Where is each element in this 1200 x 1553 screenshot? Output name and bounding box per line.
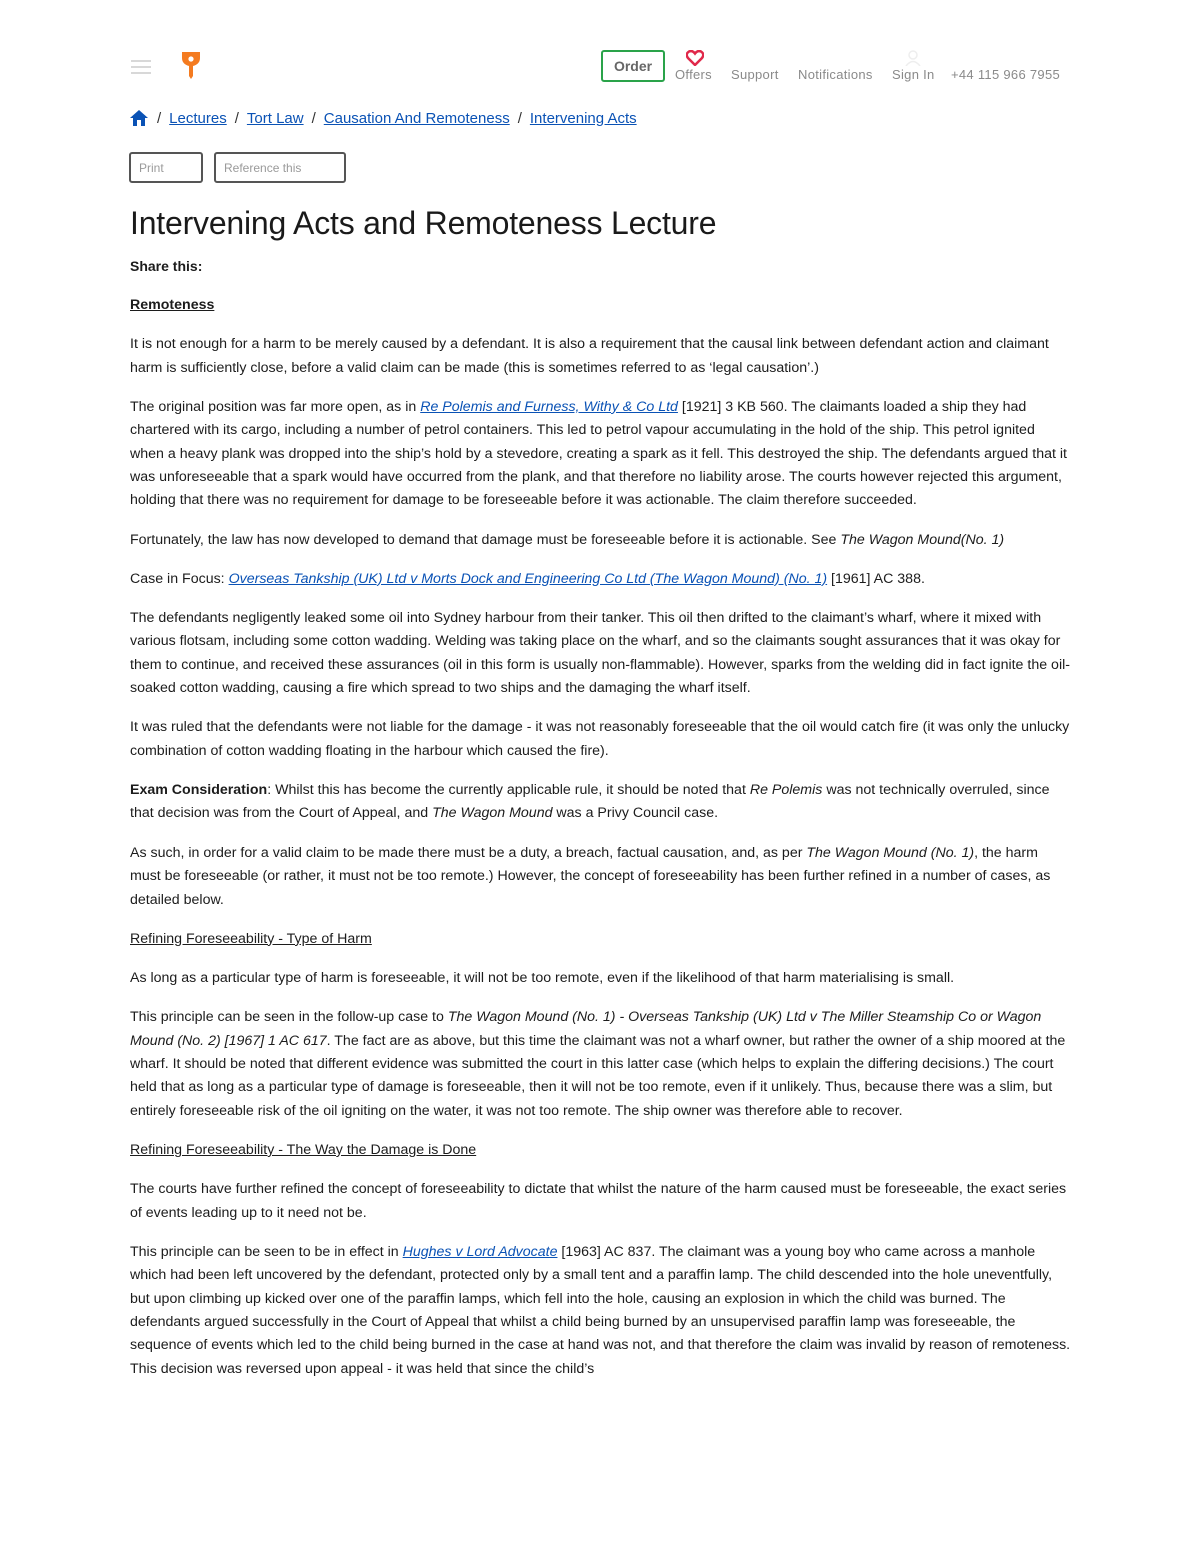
heading-way-damage-done: Refining Foreseeability - The Way the Damage is Done [130,1141,477,1158]
section-heading [130,1139,1072,1162]
logo-icon[interactable] [178,50,204,80]
sign-in-link[interactable]: Sign In [892,67,935,82]
offers-link[interactable]: Offers [675,67,712,82]
site-header [0,0,1200,100]
menu-icon[interactable] [131,60,151,74]
text: Case in Focus: [130,570,229,587]
reference-this-button[interactable]: Reference this [214,152,346,183]
case-name: The Wagon Mound (No. 1) [806,844,975,861]
text: [1963] AC 837. The claimant was a young boy who came across a manhole which had been left uncovered by the defendant, protected only by a small tent and a paraffin lamp. The child descended into the hole uneventfully, but upon climbing up kicked over one of the paraffin lamps, which fell into the hole, causing an explosion in which the child was burned. The defendants argued successfully in the Court of Appeal that whilst a child being burned by an unsupervised paraffin lamp was foreseeable, the sequence of events which led to the child being burned in the case at hand was not, and that therefore the claim was invalid by reason of remoteness. This decision was reversed upon appeal - it was held that since the child’s [130,1243,1071,1377]
breadcrumb-separator: / [234,109,239,127]
case-name: Re Polemis [749,782,823,799]
breadcrumb [129,107,637,129]
order-button[interactable]: Order [601,50,665,82]
paragraph [130,1241,1072,1381]
paragraph: It was ruled that the defendants were not liable for the damage - it was not reasonably foreseeable that the oil would catch fire (it was only the unlucky combination of cotton wadding floating in the harbour which caused the fire). [130,719,1070,759]
phone-link[interactable]: +44 115 966 7955 [951,67,1061,82]
breadcrumb-separator: / [157,109,162,127]
share-label: Share this: [130,258,203,274]
paragraph [130,842,1072,912]
breadcrumb-lectures[interactable]: Lectures [169,109,227,127]
case-name: The Wagon Mound (No. 1) - Overseas Tankship (UK) Ltd v The Miller Steamship Co or Wagon Mound (No. 2) [1967] 1 AC 617 [130,1009,1042,1049]
text: . The fact are as above, but this time the claimant was not a wharf owner, but rather the owner of a ship moored at the wharf. It should be noted that different evidence was submitted the court in this latter case (which helps to explain the differing decisions.) The court held that as long as a particular type of damage is foreseeable, then it will not be too remote, even if it unlikely. Thus, because there was a slim, but entirely foreseeable risk of the oil igniting on the water, it was not too remote. The ship owner was therefore able to recover. [130,1032,1066,1119]
page-title: Intervening Acts and Remoteness Lecture [130,205,717,241]
breadcrumb-separator: / [311,109,316,127]
text: [1921] 3 KB 560. The claimants loaded a ship they had chartered with its cargo, including a number of petrol containers. This led to petrol vapour accumulating in the hold of the ship. This petrol ignited when a heavy plank was dropped into the ship’s hold by a stevedore, creating a spark as it fell. This destroyed the ship. The defendants argued that it was unforeseeable that a spark would have occurred from the plank, and that therefore no liability arose. The courts however rejected this argument, holding that there was no requirement for damage to be foreseeable before it was actionable. The claim therefore succeeded. [130,398,1067,509]
breadcrumb-separator: / [517,109,522,127]
text: was a Privy Council case. [552,805,719,822]
case-name: The Wagon Mound(No. 1) [840,531,1005,548]
re-polemis-link[interactable]: Re Polemis and Furness, Withy & Co Ltd [420,398,678,415]
text: , the harm must be foreseeable (or rather, it must not be too remote.) However, the concept of foreseeability has been further refined in a number of cases, as detailed below. [130,844,1051,908]
home-icon[interactable] [129,109,149,127]
paragraph: The defendants negligently leaked some oil into Sydney harbour from their tanker. This oil then drifted to the claimant’s wharf, where it mixed with various flotsam, including some cotton wadding. Welding was taking place on the wharf, and so the claimants sought assurances that it was okay for them to continue, and received these assurances (oil in this form is usually non-flammable). However, sparks from the welding did in fact ignite the oil-soaked cotton wadding, causing a fire which spread to two ships and the damaging the wharf itself. [130,610,1070,697]
breadcrumb-causation[interactable]: Causation And Remoteness [323,109,510,127]
heading-type-of-harm: Refining Foreseeability - Type of Harm [130,930,372,947]
paragraph [130,529,1072,552]
user-icon [904,50,922,66]
exam-consideration-label: Exam Consideration [130,782,268,799]
heading-remoteness: Remoteness [130,297,215,313]
text: : Whilst this has become the currently applicable rule, it should be noted that [267,782,750,799]
text: This principle can be seen to be in effect in [130,1243,403,1260]
text: The original position was far more open, as in [130,398,421,415]
heart-icon [686,50,704,66]
text: Fortunately, the law has now developed to demand that damage must be foreseeable before it is actionable. See [130,531,841,548]
case-name: The Wagon Mound [432,805,553,822]
text: [1961] AC 388. [827,570,925,587]
hughes-link[interactable]: Hughes v Lord Advocate [402,1243,558,1260]
section-heading [130,928,1072,951]
text: was not technically overruled, since that decision was from the Court of Appeal, and [130,782,1050,822]
paragraph: The courts have further refined the concept of foreseeability to dictate that whilst the nature of the harm caused must be foreseeable, the exact series of events leading up to it need not be. [130,1181,1067,1221]
paragraph [130,568,1072,591]
paragraph [130,779,1072,826]
text: This principle can be seen in the follow-up case to [130,1009,448,1026]
paragraph: As long as a particular type of harm is foreseeable, it will not be too remote, even if the likelihood of that harm materialising is small. [130,969,955,986]
section-heading [130,294,1072,317]
article-body [130,205,1072,1397]
paragraph [130,396,1072,513]
breadcrumb-tort-law[interactable]: Tort Law [246,109,304,127]
notifications-link[interactable]: Notifications [798,67,873,82]
text: As such, in order for a valid claim to be made there must be a duty, a breach, factual causation, and, as per [130,844,807,861]
paragraph [130,1006,1072,1123]
breadcrumb-intervening-acts[interactable]: Intervening Acts [529,109,637,127]
support-link[interactable]: Support [731,67,779,82]
wagon-mound-link[interactable]: Overseas Tankship (UK) Ltd v Morts Dock and Engineering Co Ltd (The Wagon Mound) (No. 1) [228,570,828,587]
print-button[interactable]: Print [129,152,203,183]
paragraph: It is not enough for a harm to be merely caused by a defendant. It is also a requirement that the causal link between defendant action and claimant harm is sufficiently close, before a valid claim can be made (this is sometimes referred to as ‘legal causation’.) [130,336,1049,376]
